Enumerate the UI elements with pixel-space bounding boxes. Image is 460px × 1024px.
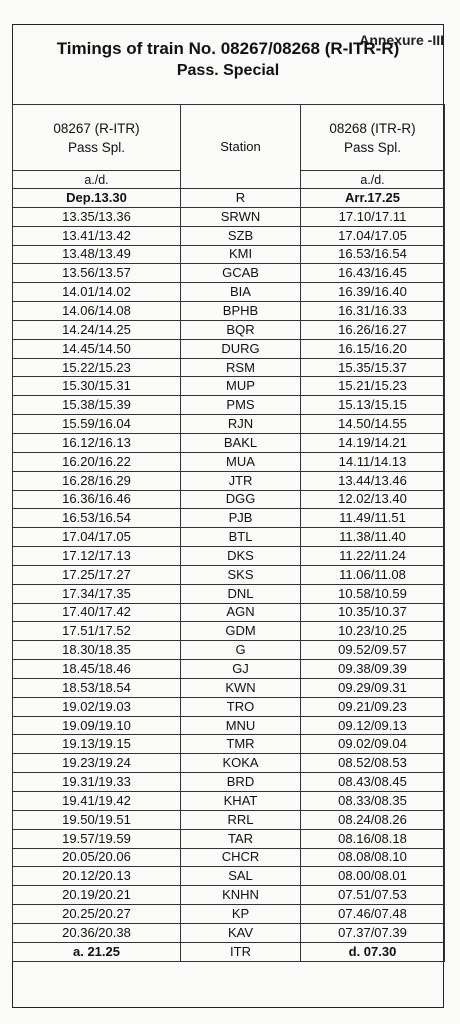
right-timing-cell: 11.49/11.51 — [301, 509, 445, 528]
station-code-cell: SZB — [181, 226, 301, 245]
table-row — [13, 848, 445, 867]
table-row — [13, 339, 445, 358]
left-timing-cell: 17.25/17.27 — [13, 565, 181, 584]
left-timing-cell: 13.41/13.42 — [13, 226, 181, 245]
station-code-cell: KNHN — [181, 886, 301, 905]
left-arrival-departure-label: a./d. — [13, 171, 181, 189]
title-line-2: Pass. Special — [176, 62, 280, 79]
right-timing-cell: 07.51/07.53 — [301, 886, 445, 905]
station-code-cell: DNL — [181, 584, 301, 603]
table-row — [13, 264, 445, 283]
table-row — [13, 396, 445, 415]
left-timing-cell: 18.30/18.35 — [13, 641, 181, 660]
left-timing-cell: 17.04/17.05 — [13, 528, 181, 547]
left-timing-cell: 20.36/20.38 — [13, 923, 181, 942]
left-timing-cell: 18.53/18.54 — [13, 678, 181, 697]
right-timing-cell: 13.44/13.46 — [301, 471, 445, 490]
table-row — [13, 942, 445, 961]
table-row — [13, 377, 445, 396]
table-row — [13, 603, 445, 622]
right-timing-cell: 14.50/14.55 — [301, 415, 445, 434]
station-code-cell: GJ — [181, 660, 301, 679]
station-code-cell: SAL — [181, 867, 301, 886]
right-timing-cell: 10.23/10.25 — [301, 622, 445, 641]
right-timing-cell: 17.04/17.05 — [301, 226, 445, 245]
right-timing-cell: 15.13/15.15 — [301, 396, 445, 415]
station-header: Station — [181, 105, 301, 189]
left-timing-cell: 15.22/15.23 — [13, 358, 181, 377]
right-timing-cell: 08.24/08.26 — [301, 810, 445, 829]
left-timing-cell: 15.59/16.04 — [13, 415, 181, 434]
right-timing-cell: 09.12/09.13 — [301, 716, 445, 735]
table-row — [13, 678, 445, 697]
station-code-cell: CHCR — [181, 848, 301, 867]
right-timing-cell: 09.38/09.39 — [301, 660, 445, 679]
table-row — [13, 433, 445, 452]
right-timing-cell: 08.52/08.53 — [301, 754, 445, 773]
left-timing-cell: 20.19/20.21 — [13, 886, 181, 905]
table-row — [13, 792, 445, 811]
station-code-cell: BQR — [181, 320, 301, 339]
right-train-number: 08268 (ITR-R) — [329, 120, 416, 136]
table-row — [13, 660, 445, 679]
station-code-cell: SRWN — [181, 207, 301, 226]
station-code-cell: BIA — [181, 283, 301, 302]
table-row — [13, 923, 445, 942]
table-row — [13, 867, 445, 886]
table-row — [13, 320, 445, 339]
station-code-cell: BAKL — [181, 433, 301, 452]
right-timing-cell: 08.16/08.18 — [301, 829, 445, 848]
table-row — [13, 565, 445, 584]
table-row — [13, 490, 445, 509]
right-timing-cell: 14.11/14.13 — [301, 452, 445, 471]
table-row — [13, 226, 445, 245]
right-timing-cell: 07.46/07.48 — [301, 905, 445, 924]
left-timing-cell: 15.38/15.39 — [13, 396, 181, 415]
right-timing-cell: 11.22/11.24 — [301, 547, 445, 566]
right-timing-cell: 12.02/13.40 — [301, 490, 445, 509]
station-code-cell: BTL — [181, 528, 301, 547]
right-arrival-departure-label: a./d. — [301, 171, 445, 189]
right-timing-cell: 16.31/16.33 — [301, 302, 445, 321]
table-row — [13, 358, 445, 377]
left-timing-cell: 14.45/14.50 — [13, 339, 181, 358]
table-row — [13, 829, 445, 848]
left-timing-cell: 17.40/17.42 — [13, 603, 181, 622]
left-timing-cell: Dep.13.30 — [13, 189, 181, 208]
table-row — [13, 754, 445, 773]
left-timing-cell: 19.02/19.03 — [13, 697, 181, 716]
right-timing-cell: 14.19/14.21 — [301, 433, 445, 452]
left-timing-cell: 20.25/20.27 — [13, 905, 181, 924]
left-timing-cell: 20.05/20.06 — [13, 848, 181, 867]
left-timing-cell: 16.36/16.46 — [13, 490, 181, 509]
right-timing-cell: 16.26/16.27 — [301, 320, 445, 339]
right-timing-cell: 16.15/16.20 — [301, 339, 445, 358]
right-timing-cell: 09.21/09.23 — [301, 697, 445, 716]
annexure-label: Annexure -III — [359, 32, 444, 48]
left-timing-cell: 14.06/14.08 — [13, 302, 181, 321]
station-code-cell: RSM — [181, 358, 301, 377]
table-row — [13, 528, 445, 547]
left-timing-cell: 17.12/17.13 — [13, 547, 181, 566]
left-timing-cell: 18.45/18.46 — [13, 660, 181, 679]
station-code-cell: KWN — [181, 678, 301, 697]
right-timing-cell: 08.08/08.10 — [301, 848, 445, 867]
left-timing-cell: 19.50/19.51 — [13, 810, 181, 829]
left-timing-cell: 19.41/19.42 — [13, 792, 181, 811]
left-timing-cell: 13.35/13.36 — [13, 207, 181, 226]
table-row — [13, 584, 445, 603]
left-timing-cell: 19.31/19.33 — [13, 773, 181, 792]
left-train-number: 08267 (R-ITR) — [53, 120, 140, 136]
station-code-cell: DGG — [181, 490, 301, 509]
table-row — [13, 773, 445, 792]
table-row — [13, 905, 445, 924]
left-timing-cell: 16.20/16.22 — [13, 452, 181, 471]
left-timing-cell: 14.01/14.02 — [13, 283, 181, 302]
table-row — [13, 245, 445, 264]
table-row — [13, 735, 445, 754]
station-code-cell: SKS — [181, 565, 301, 584]
station-code-cell: BPHB — [181, 302, 301, 321]
right-train-header — [301, 105, 445, 171]
station-code-cell: KOKA — [181, 754, 301, 773]
table-row — [13, 547, 445, 566]
station-code-cell: AGN — [181, 603, 301, 622]
right-timing-cell: 09.02/09.04 — [301, 735, 445, 754]
right-timing-cell: 09.29/09.31 — [301, 678, 445, 697]
left-timing-cell: 17.51/17.52 — [13, 622, 181, 641]
left-timing-cell: 13.48/13.49 — [13, 245, 181, 264]
right-timing-cell: d. 07.30 — [301, 942, 445, 961]
left-timing-cell: 16.53/16.54 — [13, 509, 181, 528]
right-timing-cell: Arr.17.25 — [301, 189, 445, 208]
right-timing-cell: 15.21/15.23 — [301, 377, 445, 396]
left-timing-cell: 20.12/20.13 — [13, 867, 181, 886]
station-code-cell: GDM — [181, 622, 301, 641]
right-train-type: Pass Spl. — [343, 139, 402, 155]
table-row — [13, 697, 445, 716]
station-code-cell: KP — [181, 905, 301, 924]
left-timing-cell: a. 21.25 — [13, 942, 181, 961]
page-title — [12, 38, 444, 82]
table-row — [13, 207, 445, 226]
right-timing-cell: 15.35/15.37 — [301, 358, 445, 377]
left-timing-cell: 19.13/19.15 — [13, 735, 181, 754]
station-code-cell: R — [181, 189, 301, 208]
timetable — [12, 104, 445, 962]
left-timing-cell: 13.56/13.57 — [13, 264, 181, 283]
table-row — [13, 509, 445, 528]
right-timing-cell: 07.37/07.39 — [301, 923, 445, 942]
right-timing-cell: 10.58/10.59 — [301, 584, 445, 603]
station-code-cell: MUA — [181, 452, 301, 471]
station-code-cell: DKS — [181, 547, 301, 566]
station-code-cell: ITR — [181, 942, 301, 961]
table-row — [13, 452, 445, 471]
right-timing-cell: 08.43/08.45 — [301, 773, 445, 792]
left-timing-cell: 15.30/15.31 — [13, 377, 181, 396]
station-code-cell: G — [181, 641, 301, 660]
table-row — [13, 716, 445, 735]
right-timing-cell: 08.00/08.01 — [301, 867, 445, 886]
table-row — [13, 189, 445, 208]
table-row — [13, 886, 445, 905]
right-timing-cell: 11.06/11.08 — [301, 565, 445, 584]
timetable-body — [13, 189, 445, 962]
left-timing-cell: 17.34/17.35 — [13, 584, 181, 603]
table-row — [13, 415, 445, 434]
station-code-cell: TRO — [181, 697, 301, 716]
station-code-cell: PMS — [181, 396, 301, 415]
station-code-cell: PJB — [181, 509, 301, 528]
right-timing-cell: 16.53/16.54 — [301, 245, 445, 264]
station-code-cell: GCAB — [181, 264, 301, 283]
right-timing-cell: 09.52/09.57 — [301, 641, 445, 660]
right-timing-cell: 16.39/16.40 — [301, 283, 445, 302]
table-row — [13, 302, 445, 321]
left-train-header — [13, 105, 181, 171]
station-code-cell: JTR — [181, 471, 301, 490]
right-timing-cell: 08.33/08.35 — [301, 792, 445, 811]
right-timing-cell: 17.10/17.11 — [301, 207, 445, 226]
station-code-cell: TMR — [181, 735, 301, 754]
station-code-cell: KAV — [181, 923, 301, 942]
left-train-type: Pass Spl. — [67, 139, 126, 155]
right-timing-cell: 16.43/16.45 — [301, 264, 445, 283]
station-code-cell: KHAT — [181, 792, 301, 811]
table-row — [13, 810, 445, 829]
left-timing-cell: 14.24/14.25 — [13, 320, 181, 339]
table-row — [13, 622, 445, 641]
station-code-cell: TAR — [181, 829, 301, 848]
station-code-cell: DURG — [181, 339, 301, 358]
table-row — [13, 641, 445, 660]
table-row — [13, 471, 445, 490]
station-code-cell: KMI — [181, 245, 301, 264]
station-code-cell: RJN — [181, 415, 301, 434]
left-timing-cell: 16.12/16.13 — [13, 433, 181, 452]
right-timing-cell: 11.38/11.40 — [301, 528, 445, 547]
left-timing-cell: 19.09/19.10 — [13, 716, 181, 735]
left-timing-cell: 19.23/19.24 — [13, 754, 181, 773]
left-timing-cell: 19.57/19.59 — [13, 829, 181, 848]
station-code-cell: BRD — [181, 773, 301, 792]
station-code-cell: MUP — [181, 377, 301, 396]
station-code-cell: MNU — [181, 716, 301, 735]
station-code-cell: RRL — [181, 810, 301, 829]
table-row — [13, 283, 445, 302]
left-timing-cell: 16.28/16.29 — [13, 471, 181, 490]
title-line-1: Timings of train No. 08267/08268 (R-ITR-R) — [56, 39, 400, 58]
right-timing-cell: 10.35/10.37 — [301, 603, 445, 622]
